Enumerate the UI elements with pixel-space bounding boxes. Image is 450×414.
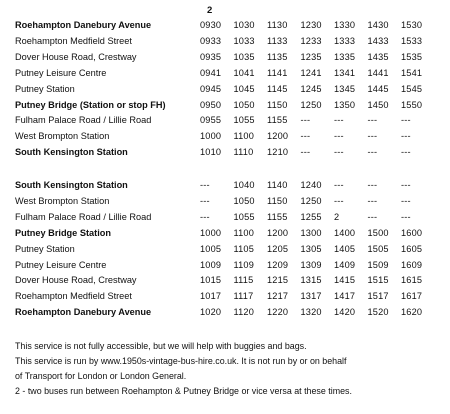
return-row — [15, 258, 429, 274]
departure-time: 1617 — [401, 291, 423, 302]
return-row — [15, 289, 429, 305]
departure-time: 2 — [334, 211, 340, 222]
departure-time: --- — [300, 147, 311, 158]
return-row — [15, 178, 429, 194]
departure-time: --- — [401, 131, 411, 142]
departure-time: 1215 — [267, 275, 289, 286]
departure-time: --- — [367, 131, 378, 142]
departure-time: 1315 — [300, 275, 322, 286]
departure-time: --- — [200, 180, 210, 190]
note-accessibility: This service is not fully accessible, but we will help with buggies and bags. — [15, 341, 307, 351]
departure-time: 1605 — [401, 243, 423, 254]
departure-time: 1320 — [300, 307, 322, 318]
return-row — [15, 305, 429, 321]
departure-time: --- — [401, 115, 411, 126]
return-row — [15, 242, 429, 258]
stop-name: Dover House Road, Crestway — [15, 275, 137, 286]
departure-time: 1317 — [300, 291, 322, 302]
departure-time: --- — [367, 147, 378, 158]
departure-time: 1417 — [334, 291, 356, 302]
departure-time: 1330 — [334, 20, 356, 30]
stop-name: South Kensington Station — [15, 147, 128, 158]
departure-time: 1055 — [233, 211, 255, 222]
departure-time: 0955 — [200, 115, 222, 126]
departure-time: --- — [300, 131, 311, 142]
departure-time: 1145 — [267, 83, 288, 94]
note-operator-continued: of Transport for London or London General. — [15, 370, 187, 381]
departure-time: --- — [367, 195, 378, 206]
departure-time: 1217 — [267, 291, 289, 302]
stop-name: Dover House Road, Crestway — [15, 51, 137, 62]
outbound-row — [15, 145, 429, 161]
departure-time: 1200 — [267, 227, 289, 238]
departure-time: 1230 — [300, 20, 322, 30]
departure-time: 1045 — [233, 83, 255, 94]
departure-time: 1250 — [300, 99, 322, 110]
return-timetable — [15, 178, 429, 321]
outbound-row — [15, 34, 429, 50]
departure-time: 1241 — [300, 67, 322, 78]
return-row — [15, 226, 429, 242]
outbound-rows — [15, 18, 429, 161]
departure-time: 0945 — [200, 83, 222, 94]
departure-time: 1050 — [233, 195, 255, 206]
departure-time: 1030 — [233, 20, 255, 30]
departure-time: 1445 — [367, 83, 389, 94]
departure-time: --- — [401, 180, 411, 190]
return-row — [15, 210, 429, 226]
departure-time: 1550 — [401, 99, 423, 110]
departure-time: 1009 — [200, 259, 222, 270]
departure-time: 0941 — [200, 67, 222, 78]
stop-name: Putney Leisure Centre — [15, 67, 107, 78]
departure-time: 1615 — [401, 275, 423, 286]
outbound-row — [15, 98, 429, 114]
departure-time: 1250 — [300, 195, 322, 206]
departure-time: 1535 — [401, 51, 423, 62]
stop-name: Putney Station — [15, 243, 75, 254]
departure-time: 1520 — [367, 307, 389, 318]
departure-time: --- — [200, 211, 210, 222]
footnote-marker: 2 — [207, 5, 213, 16]
departure-time: 1240 — [300, 180, 322, 190]
departure-time: 1333 — [334, 35, 356, 46]
departure-time: 1050 — [233, 99, 255, 110]
departure-time: --- — [367, 180, 378, 190]
stop-name: Fulham Palace Road / Lillie Road — [15, 211, 152, 222]
departure-time: 1600 — [401, 227, 423, 238]
service-notes — [15, 339, 445, 399]
departure-time: 1545 — [401, 83, 423, 94]
departure-time: 1135 — [267, 51, 288, 62]
departure-time: --- — [200, 195, 210, 206]
stop-name: South Kensington Station — [15, 180, 128, 190]
departure-time: 1255 — [300, 211, 322, 222]
departure-time: 1530 — [401, 20, 423, 30]
departure-time: 1005 — [200, 243, 222, 254]
departure-time: 1300 — [300, 227, 322, 238]
departure-time: 1220 — [267, 307, 289, 318]
departure-time: 1140 — [267, 180, 288, 190]
departure-time: --- — [401, 211, 411, 222]
outbound-row — [15, 18, 429, 34]
departure-time: 1105 — [233, 243, 255, 254]
departure-time: 0950 — [200, 99, 222, 110]
departure-time: 1415 — [334, 275, 356, 286]
stop-name: Putney Station — [15, 83, 75, 94]
departure-time: 1117 — [233, 291, 254, 302]
departure-time: 1505 — [367, 243, 389, 254]
departure-time: 1100 — [233, 131, 255, 142]
departure-time: 1017 — [200, 291, 222, 302]
departure-time: 1515 — [367, 275, 389, 286]
departure-time: 1210 — [267, 147, 289, 158]
departure-time: 1155 — [267, 115, 288, 126]
departure-time: 1110 — [233, 147, 254, 158]
stop-name: West Brompton Station — [15, 131, 110, 142]
departure-time: 1205 — [267, 243, 289, 254]
departure-time: 1035 — [233, 51, 255, 62]
departure-time: --- — [367, 211, 378, 222]
departure-time: 1433 — [367, 35, 389, 46]
departure-time: 1141 — [267, 67, 288, 78]
departure-time: 1100 — [233, 227, 255, 238]
departure-time: 1341 — [334, 67, 356, 78]
stop-name: Roehampton Medfield Street — [15, 291, 132, 302]
outbound-row — [15, 82, 429, 98]
departure-time: 1040 — [233, 180, 255, 190]
departure-time: 1000 — [200, 227, 222, 238]
departure-time: 1209 — [267, 259, 289, 270]
departure-time: 1200 — [267, 131, 289, 142]
departure-time: 1409 — [334, 259, 356, 270]
return-rows — [15, 178, 429, 321]
departure-time: --- — [367, 115, 378, 126]
departure-time: --- — [334, 115, 344, 126]
departure-time: 1405 — [334, 243, 356, 254]
departure-time: 1155 — [267, 211, 288, 222]
departure-time: 1420 — [334, 307, 356, 318]
departure-time: 1335 — [334, 51, 356, 62]
return-row — [15, 194, 429, 210]
departure-time: --- — [401, 147, 411, 158]
departure-time: --- — [334, 180, 344, 190]
departure-time: 0930 — [200, 20, 222, 30]
departure-time: 1450 — [367, 99, 389, 110]
departure-time: 1500 — [367, 227, 389, 238]
stop-name: Putney Bridge (Station or stop FH) — [15, 99, 166, 110]
departure-time: --- — [300, 115, 311, 126]
departure-time: 1517 — [367, 291, 389, 302]
departure-time: 1233 — [300, 35, 322, 46]
departure-time: --- — [334, 131, 344, 142]
departure-time: 1010 — [200, 147, 222, 158]
stop-name: Putney Leisure Centre — [15, 259, 107, 270]
departure-time: 1055 — [233, 115, 255, 126]
departure-time: 1033 — [233, 35, 255, 46]
departure-time: 1350 — [334, 99, 356, 110]
departure-time: 1020 — [200, 307, 222, 318]
departure-time: 1133 — [267, 35, 288, 46]
departure-time: 0935 — [200, 51, 222, 62]
stop-name: West Brompton Station — [15, 195, 110, 206]
departure-time: --- — [334, 195, 344, 206]
departure-time: 1305 — [300, 243, 322, 254]
outbound-timetable — [15, 18, 429, 161]
departure-time: 1620 — [401, 307, 423, 318]
departure-time: 1150 — [267, 195, 288, 206]
stop-name: Putney Bridge Station — [15, 227, 111, 238]
outbound-row — [15, 129, 429, 145]
departure-time: 1430 — [367, 20, 389, 30]
departure-time: 0933 — [200, 35, 222, 46]
departure-time: 1109 — [233, 259, 255, 270]
departure-time: 1115 — [233, 275, 254, 286]
outbound-row — [15, 50, 429, 66]
stop-name: Roehampton Medfield Street — [15, 35, 132, 46]
departure-time: 1041 — [233, 67, 255, 78]
departure-time: 1150 — [267, 99, 288, 110]
departure-time: 1000 — [200, 131, 222, 142]
departure-time: 1441 — [367, 67, 389, 78]
departure-time: 1435 — [367, 51, 389, 62]
departure-time: --- — [401, 195, 411, 206]
stop-name: Roehampton Danebury Avenue — [15, 20, 152, 30]
stop-name: Fulham Palace Road / Lillie Road — [15, 115, 152, 126]
note-footnote: 2 - two buses run between Roehampton & Putney Bridge or vice versa at these times. — [15, 385, 352, 396]
departure-time: 1609 — [401, 259, 423, 270]
outbound-row — [15, 66, 429, 82]
departure-time: 1345 — [334, 83, 356, 94]
departure-time: 1541 — [401, 67, 423, 78]
departure-time: 1309 — [300, 259, 322, 270]
departure-time: 1400 — [334, 227, 356, 238]
departure-time: 1120 — [233, 307, 255, 318]
note-operator: This service is run by www.1950s-vintage-bus-hire.co.uk. It is not run by or on behalf — [15, 355, 347, 366]
departure-time: 1533 — [401, 35, 423, 46]
departure-time: 1245 — [300, 83, 322, 94]
departure-time: 1130 — [267, 20, 288, 30]
return-row — [15, 273, 429, 289]
departure-time: 1509 — [367, 259, 389, 270]
stop-name: Roehampton Danebury Avenue — [15, 307, 152, 318]
departure-time: --- — [334, 147, 344, 158]
outbound-row — [15, 113, 429, 129]
departure-time: 1015 — [200, 275, 222, 286]
departure-time: 1235 — [300, 51, 322, 62]
